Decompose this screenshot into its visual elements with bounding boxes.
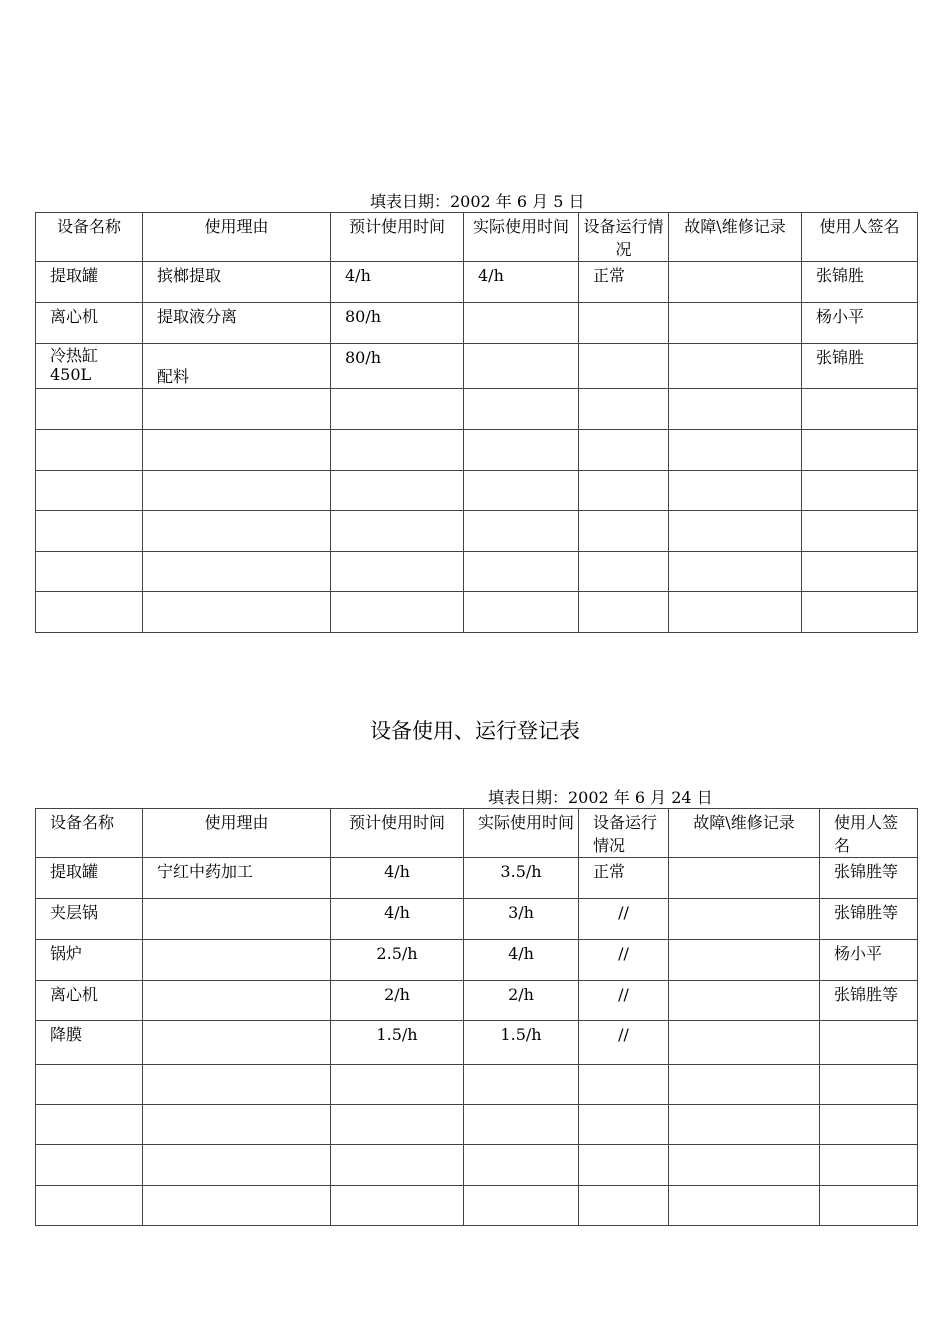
table-header-row [36,213,918,262]
cell-actual-time [464,1186,579,1226]
cell-run-status: // [579,940,669,981]
cell-repair-record [669,262,802,303]
cell-user-signature: 张锦胜等 [820,981,918,1021]
cell-actual-time: 2/h [464,981,579,1021]
cell-usage-reason: 提取液分离 [143,303,331,344]
table-row [36,858,918,899]
cell-equipment-name [36,389,143,430]
cell-run-status [579,1065,669,1105]
cell-equipment-name [36,1145,143,1186]
cell-repair-record [669,858,820,899]
table-row [36,430,918,471]
cell-planned-time [331,1105,464,1145]
cell-run-status [579,471,669,511]
cell-planned-time: 2/h [331,981,464,1021]
header-equipment-name: 设备名称 [36,809,143,858]
cell-usage-reason [143,1145,331,1186]
table2-fill-date: 填表日期：2002 年 6 月 24 日 [488,788,713,807]
cell-actual-time: 3.5/h [464,858,579,899]
table-row [36,899,918,940]
table-row [36,471,918,511]
cell-user-signature: 张锦胜等 [820,858,918,899]
cell-repair-record [669,1065,820,1105]
cell-repair-record [669,1021,820,1065]
cell-usage-reason: 摈榔提取 [143,262,331,303]
table-row [36,1021,918,1065]
cell-run-status [579,592,669,633]
header-run-status: 设备运行情况 [579,213,669,262]
header-equipment-name: 设备名称 [36,213,143,262]
cell-equipment-name: 离心机 [36,303,143,344]
cell-equipment-name [36,511,143,552]
cell-usage-reason [143,592,331,633]
table-row [36,1065,918,1105]
cell-equipment-name [36,1186,143,1226]
table-row [36,303,918,344]
cell-actual-time [464,389,579,430]
table-row [36,511,918,552]
cell-equipment-name [36,430,143,471]
cell-usage-reason [143,511,331,552]
table-row [36,1145,918,1186]
cell-repair-record [669,592,802,633]
cell-usage-reason [143,1186,331,1226]
cell-planned-time [331,1065,464,1105]
cell-planned-time [331,471,464,511]
table-row [36,262,918,303]
table-header-row [36,809,918,858]
cell-planned-time [331,430,464,471]
cell-usage-reason [143,1021,331,1065]
cell-planned-time [331,592,464,633]
cell-equipment-name [36,1065,143,1105]
cell-actual-time [464,552,579,592]
cell-repair-record [669,511,802,552]
cell-usage-reason [143,1065,331,1105]
table1-fill-date: 填表日期：2002 年 6 月 5 日 [370,192,585,211]
cell-actual-time [464,1065,579,1105]
cell-actual-time [464,511,579,552]
cell-planned-time [331,389,464,430]
cell-user-signature [802,552,918,592]
cell-run-status: 正常 [579,262,669,303]
cell-actual-time: 4/h [464,262,579,303]
cell-repair-record [669,471,802,511]
cell-planned-time: 4/h [331,899,464,940]
cell-usage-reason [143,552,331,592]
cell-run-status: // [579,899,669,940]
cell-run-status [579,552,669,592]
cell-planned-time [331,1145,464,1186]
cell-usage-reason: 配料 [143,344,331,389]
cell-planned-time: 4/h [331,262,464,303]
cell-run-status: // [579,981,669,1021]
cell-actual-time: 3/h [464,899,579,940]
header-actual-time: 实际使用时间 [464,809,579,858]
cell-usage-reason [143,471,331,511]
cell-user-signature: 张锦胜 [802,344,918,389]
header-run-status: 设备运行情况 [579,809,669,858]
cell-run-status [579,1145,669,1186]
cell-planned-time: 4/h [331,858,464,899]
cell-run-status [579,1186,669,1226]
cell-repair-record [669,1145,820,1186]
cell-planned-time [331,1186,464,1226]
cell-user-signature: 张锦胜 [802,262,918,303]
cell-actual-time [464,471,579,511]
cell-run-status [579,303,669,344]
header-planned-time: 预计使用时间 [331,213,464,262]
cell-user-signature [802,511,918,552]
cell-run-status [579,344,669,389]
cell-user-signature: 张锦胜等 [820,899,918,940]
cell-user-signature [802,471,918,511]
cell-equipment-name [36,471,143,511]
cell-repair-record [669,899,820,940]
cell-user-signature [820,1065,918,1105]
cell-usage-reason [143,430,331,471]
equipment-log-table-2 [35,808,918,1226]
table-row [36,344,918,389]
cell-repair-record [669,389,802,430]
cell-planned-time [331,552,464,592]
cell-actual-time [464,1105,579,1145]
cell-actual-time [464,430,579,471]
cell-planned-time: 2.5/h [331,940,464,981]
cell-run-status: 正常 [579,858,669,899]
cell-usage-reason [143,389,331,430]
header-actual-time: 实际使用时间 [464,213,579,262]
cell-repair-record [669,1186,820,1226]
cell-usage-reason [143,899,331,940]
cell-equipment-name: 提取罐 [36,262,143,303]
cell-equipment-name [36,1105,143,1145]
cell-equipment-name: 锅炉 [36,940,143,981]
cell-actual-time [464,1145,579,1186]
cell-usage-reason [143,1105,331,1145]
table-row [36,940,918,981]
cell-actual-time: 4/h [464,940,579,981]
cell-usage-reason [143,940,331,981]
page-title: 设备使用、运行登记表 [370,719,580,743]
cell-run-status: // [579,1021,669,1065]
cell-user-signature [820,1145,918,1186]
header-repair-record: 故障\维修记录 [669,809,820,858]
table-row [36,592,918,633]
cell-equipment-name: 提取罐 [36,858,143,899]
table-row [36,1105,918,1145]
cell-run-status [579,430,669,471]
cell-planned-time: 1.5/h [331,1021,464,1065]
cell-repair-record [669,552,802,592]
cell-equipment-name: 冷热缸 450L [36,344,143,389]
cell-equipment-name: 夹层锅 [36,899,143,940]
cell-user-signature: 杨小平 [820,940,918,981]
cell-usage-reason [143,981,331,1021]
header-repair-record: 故障\维修记录 [669,213,802,262]
cell-repair-record [669,981,820,1021]
cell-repair-record [669,303,802,344]
cell-repair-record [669,940,820,981]
cell-planned-time [331,511,464,552]
cell-run-status [579,1105,669,1145]
cell-actual-time [464,344,579,389]
cell-equipment-name [36,552,143,592]
cell-user-signature: 杨小平 [802,303,918,344]
cell-actual-time [464,303,579,344]
cell-equipment-name [36,592,143,633]
cell-repair-record [669,430,802,471]
table-row [36,1186,918,1226]
header-usage-reason: 使用理由 [143,213,331,262]
cell-equipment-name: 离心机 [36,981,143,1021]
header-user-signature: 使用人签名 [802,213,918,262]
cell-repair-record [669,344,802,389]
cell-user-signature [802,592,918,633]
cell-repair-record [669,1105,820,1145]
cell-equipment-name: 降膜 [36,1021,143,1065]
cell-run-status [579,389,669,430]
table-row [36,981,918,1021]
header-usage-reason: 使用理由 [143,809,331,858]
cell-user-signature [802,430,918,471]
cell-user-signature [820,1186,918,1226]
table-row [36,552,918,592]
equipment-log-table-1 [35,212,918,633]
cell-planned-time: 80/h [331,344,464,389]
header-user-signature: 使用人签名 [820,809,918,858]
header-planned-time: 预计使用时间 [331,809,464,858]
cell-run-status [579,511,669,552]
cell-user-signature [820,1021,918,1065]
cell-actual-time: 1.5/h [464,1021,579,1065]
table-row [36,389,918,430]
cell-user-signature [802,389,918,430]
cell-user-signature [820,1105,918,1145]
cell-actual-time [464,592,579,633]
cell-usage-reason: 宁红中药加工 [143,858,331,899]
cell-planned-time: 80/h [331,303,464,344]
